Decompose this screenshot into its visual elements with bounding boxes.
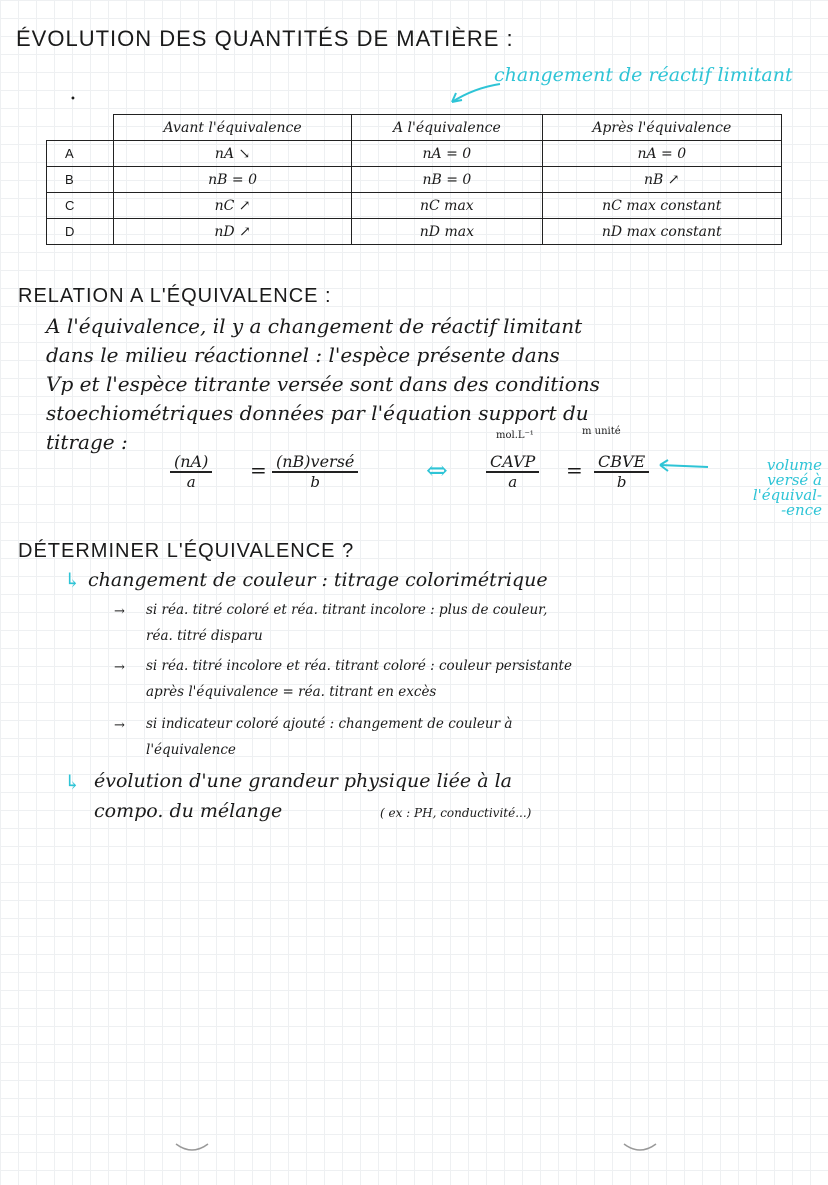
volume-note-line: -ence [781, 501, 822, 519]
fraction-cava [486, 452, 539, 491]
relation-line: titrage : [46, 430, 128, 454]
table-row [47, 167, 782, 193]
volume-arrow-icon [654, 458, 710, 474]
volume-note-line: l'équival- [752, 486, 822, 504]
method-physical-cont: compo. du mélange [94, 800, 283, 822]
relation-line: A l'équivalence, il y a changement de réactif limitant [46, 314, 583, 338]
hook-arrow-icon: ↳ [64, 568, 81, 592]
fraction-denominator: b [310, 473, 320, 491]
fraction-numerator: (nB)versé [272, 452, 358, 473]
relation-line: Vp et l'espèce titrante versée sont dans des conditions [46, 372, 600, 396]
method-physical-examples: ( ex : PH, conductivité...) [380, 806, 532, 820]
annotation-limitant: changement de réactif limitant [494, 64, 793, 86]
row-label: D [47, 219, 114, 245]
table-cell: nC max constant [542, 193, 781, 219]
sub-arrow-icon: → [114, 660, 125, 675]
fraction-denominator: a [186, 473, 196, 491]
relation-line: dans le milieu réactionnel : l'espèce présente dans [46, 343, 560, 367]
row-label: A [47, 141, 114, 167]
table-cell: nB ↗ [542, 167, 781, 193]
table-cell: nA = 0 [542, 141, 781, 167]
sub-arrow-icon: → [114, 718, 125, 733]
table-row [47, 193, 782, 219]
method-physical: évolution d'une grandeur physique liée à la [94, 770, 512, 792]
unit-note: m unité [582, 426, 621, 437]
quantities-table [46, 114, 782, 245]
fraction-cbve [594, 452, 649, 491]
table-cell: nD ↗ [114, 219, 352, 245]
binder-mark-icon [172, 1140, 212, 1156]
equals-sign: = [566, 458, 583, 482]
table-cell: nC ↗ [114, 193, 352, 219]
binder-mark-icon [620, 1140, 660, 1156]
table-row [47, 219, 782, 245]
table-cell: nD max [352, 219, 542, 245]
volume-note [718, 458, 822, 518]
fraction-na [170, 452, 212, 491]
sub-line: l'équivalence [146, 742, 236, 758]
fraction-numerator: CAVP [486, 452, 539, 473]
table-cell: nB = 0 [352, 167, 542, 193]
table-cell: nB = 0 [114, 167, 352, 193]
section2-title: RELATION A L'ÉQUIVALENCE : [18, 285, 332, 307]
fraction-denominator: b [616, 473, 627, 491]
sub-arrow-icon: → [114, 604, 125, 619]
annotation-arrow-icon [444, 80, 504, 108]
table-header: A l'équivalence [352, 115, 542, 141]
sub-line: réa. titré disparu [146, 628, 263, 644]
sub-line: si réa. titré incolore et réa. titrant coloré : couleur persistante [146, 658, 572, 674]
sub-line: si indicateur coloré ajouté : changement de couleur à [146, 716, 513, 732]
section1-title: ÉVOLUTION DES QUANTITÉS DE MATIÈRE : [16, 26, 514, 51]
fraction-numerator: (nA) [170, 452, 212, 473]
table-cell: nA ↘ [114, 141, 352, 167]
equivalence-arrow-icon: ⇔ [426, 456, 448, 486]
relation-line: stoechiométriques données par l'équation support du [46, 401, 589, 425]
table-cell: nC max [352, 193, 542, 219]
row-label: C [47, 193, 114, 219]
table-header-row [47, 115, 782, 141]
volume-note-line: versé à [767, 471, 822, 489]
sub-line: si réa. titré coloré et réa. titrant incolore : plus de couleur, [146, 602, 548, 618]
section3-title: DÉTERMINER L'ÉQUIVALENCE ? [18, 540, 355, 562]
unit-note: mol.L⁻¹ [496, 430, 534, 441]
table-header: Avant l'équivalence [114, 115, 352, 141]
sub-line: après l'équivalence = réa. titrant en excès [146, 684, 437, 700]
fraction-numerator: CBVE [594, 452, 649, 473]
table-cell: nD max constant [542, 219, 781, 245]
row-label: B [47, 167, 114, 193]
bullet-dot: • [70, 94, 76, 105]
hook-arrow-icon: ↳ [64, 770, 81, 794]
volume-note-line: volume [766, 456, 822, 474]
table-header-blank [47, 115, 114, 141]
table-header: Après l'équivalence [542, 115, 781, 141]
table-row [47, 141, 782, 167]
fraction-nb [272, 452, 358, 491]
method-colorimetric: changement de couleur : titrage colorimétrique [88, 569, 548, 591]
table-cell: nA = 0 [352, 141, 542, 167]
equals-sign: = [250, 458, 267, 482]
fraction-denominator: a [508, 473, 518, 491]
